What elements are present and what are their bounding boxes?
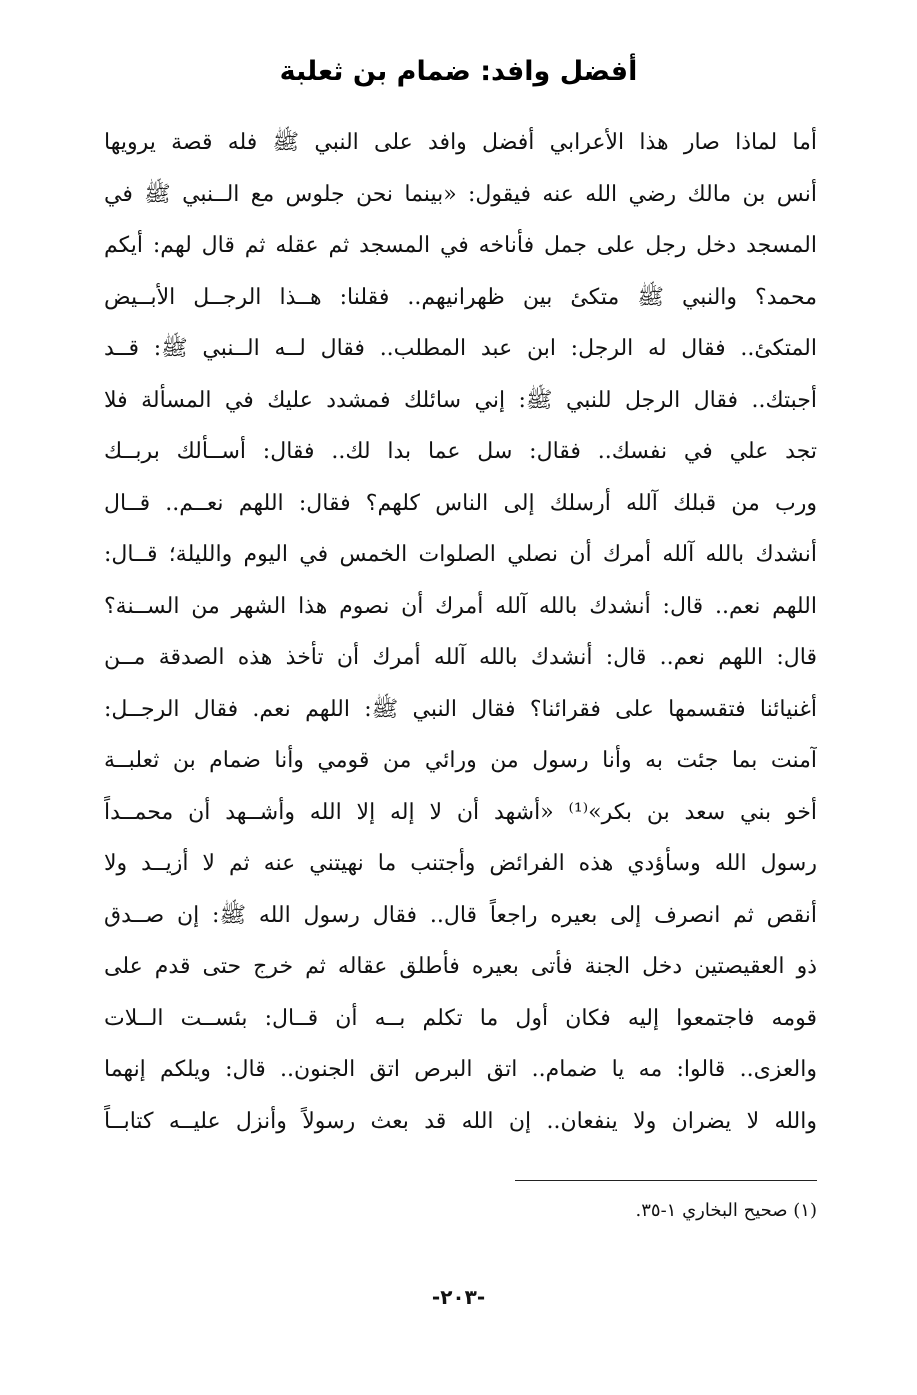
text-line: أنس بن مالك رضي الله عنه فيقول: «بينما نحن جلوس مع الــنبي ﷺ في (104, 181, 817, 207)
text-line: أنشدك بالله آلله أمرك أن نصلي الصلوات الخمس في اليوم والليلة؛ قــال: (104, 542, 817, 567)
text-line: آمنت بما جئت به وأنا رسول من ورائي من قومي وأنا ضمام بن ثعلبــة (104, 748, 817, 773)
footnote: (١) صحيح البخاري ١-٣٥. (635, 1200, 817, 1221)
footnote-divider (515, 1180, 817, 1181)
text-line: أخو بني سعد بن بكر»⁽¹⁾ «أشهد أن لا إله إلا الله وأشــهد أن محمــداً (104, 799, 817, 825)
page-number: -٢٠٣- (431, 1285, 486, 1309)
text-line: قال: اللهم نعم.. قال: أنشدك بالله آلله أمرك أن تأخذ هذه الصدقة مــن (104, 645, 817, 670)
main-text (104, 117, 817, 1147)
text-line: قومه فاجتمعوا إليه فكان أول ما تكلم بــه أن قــال: بئســت الــلات (104, 1005, 817, 1031)
text-line: والله لا يضران ولا ينفعان.. إن الله قد بعث رسولاً وأنزل عليــه كتابــاً (104, 1108, 817, 1134)
text-line: ذو العقيصتين دخل الجنة فأتى بعيره فأطلق عقاله ثم خرج حتى قدم على (104, 954, 817, 979)
text-line: تجد علي في نفسك.. فقال: سل عما بدا لك.. فقال: أســألك بربــك (104, 439, 817, 464)
text-line: المتكئ.. فقال له الرجل: ابن عبد المطلب.. فقال لــه الــنبي ﷺ: قــد (104, 336, 817, 361)
text-line: أغنيائنا فتقسمها على فقرائنا؟ فقال النبي ﷺ: اللهم نعم. فقال الرجــل: (104, 696, 817, 722)
text-line: محمد؟ والنبي ﷺ متكئ بين ظهرانيهم.. فقلنا: هــذا الرجــل الأبــيض (104, 284, 817, 310)
text-line: ورب من قبلك آلله أرسلك إلى الناس كلهم؟ فقال: اللهم نعــم.. قــال (104, 490, 817, 516)
text-line: رسول الله وسأؤدي هذه الفرائض وأجتنب ما نهيتني عنه ثم لا أزيــد ولا (104, 851, 817, 876)
page-title: أفضل وافد: ضمام بن ثعلبة (279, 56, 638, 87)
text-line: أنقص ثم انصرف إلى بعيره راجعاً قال.. فقال رسول الله ﷺ: إن صــدق (104, 902, 817, 928)
text-line: أجبتك.. فقال الرجل للنبي ﷺ: إني سائلك فمشدد عليك في المسألة فلا (104, 387, 817, 413)
text-line: المسجد دخل رجل على جمل فأناخه في المسجد ثم عقله ثم قال لهم: أيكم (104, 233, 817, 258)
text-line: أما لماذا صار هذا الأعرابي أفضل وافد على النبي ﷺ فله قصة يرويها (104, 130, 817, 155)
text-line: اللهم نعم.. قال: أنشدك بالله آلله أمرك أن نصوم هذا الشهر من الســنة؟ (104, 593, 817, 619)
text-line: والعزى.. قالوا: مه يا ضمام.. اتق البرص اتق الجنون.. قال: ويلكم إنهما (104, 1057, 817, 1082)
